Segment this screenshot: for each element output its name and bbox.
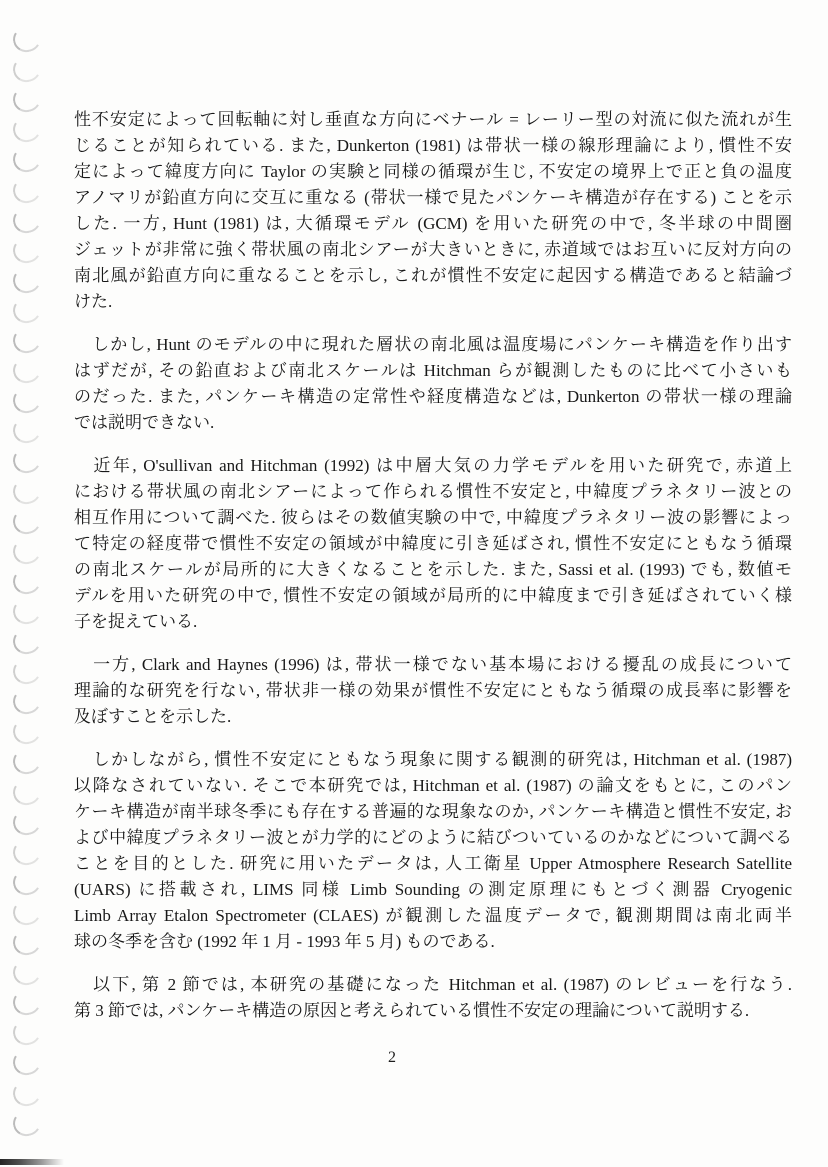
text-line: 理論的な研究を行ない, 帯状非一様の効果が慣性不安定にともなう循環の成長率に影響を (74, 681, 792, 700)
text-line: では説明できない. (74, 413, 215, 432)
paragraph (74, 652, 792, 730)
binding-hole (10, 655, 43, 687)
binding-hole (10, 535, 43, 567)
text-line: (UARS) に搭載され, LIMS 同様 Limb Sounding の測定原理にもとづく測器 Cryogenic (74, 880, 792, 899)
text-line: アノマリが鉛直方向に交互に重なる (帯状一様で見たパンケーキ構造が存在する) ことを示 (74, 188, 792, 207)
binding-hole (10, 234, 43, 266)
text-line: の南北スケールが局所的に大きくなることを示した. また, Sassi et al. (1993) でも, 数値モ (74, 560, 792, 579)
binding-hole (10, 23, 43, 55)
binding-hole (10, 595, 43, 627)
binding-hole (10, 1107, 43, 1139)
binding-hole (10, 83, 43, 115)
text-line: けた. (74, 292, 113, 311)
text-line: はずだが, その鉛直および南北スケールは Hitchman らが観測したものに比べて小さいも (74, 361, 792, 380)
binding-hole (10, 776, 43, 808)
text-line: Limb Array Etalon Spectrometer (CLAES) が観測した温度データで, 観測期間は南北両半 (74, 906, 792, 925)
text-line: した. 一方, Hunt (1981) は, 大循環モデル (GCM) を用いた研究の中で, 冬半球の中間圏 (74, 214, 792, 233)
binding-hole (10, 113, 43, 145)
binding-hole (10, 986, 43, 1018)
binding-hole (10, 354, 43, 386)
text-line: よび中緯度プラネタリー波とが力学的にどのように結びついているのかなどについて調べる (74, 828, 792, 847)
binding-hole (10, 926, 43, 958)
binding-hole (10, 414, 43, 446)
text-line: 近年, O'sullivan and Hitchman (1992) は中層大気の力学モデルを用いた研究で, 赤道上 (74, 456, 792, 475)
paragraph (74, 747, 792, 955)
text-line: 一方, Clark and Haynes (1996) は, 帯状一様でない基本場における擾乱の成長について (74, 655, 792, 674)
binding-hole (10, 475, 43, 507)
text-line: 定によって緯度方向に Taylor の実験と同様の循環が生じ, 不安定の境界上で正と負の温度 (74, 162, 792, 181)
binding-hole (10, 174, 43, 206)
binding-hole (10, 324, 43, 356)
text-line: 南北風が鉛直方向に重なることを示し, これが慣性不安定に起因する構造であると結論づ (74, 266, 792, 285)
text-line: ことを目的とした. 研究に用いたデータは, 人工衛星 Upper Atmosphere Research Satellite (74, 854, 792, 873)
text-line: 以下, 第 2 節では, 本研究の基礎になった Hitchman et al. (1987) のレビューを行なう. (74, 975, 792, 994)
binding-hole (10, 745, 43, 777)
binding-hole (10, 866, 43, 898)
binding-hole (10, 1077, 43, 1109)
page-content (74, 107, 792, 1024)
text-line: しかし, Hunt のモデルの中に現れた層状の南北風は温度場にパンケーキ構造を作り出す (74, 335, 792, 354)
text-line: 相互作用について調べた. 彼らはその数値実験の中で, 中緯度プラネタリー波の影響によっ (74, 508, 792, 527)
paragraph (74, 453, 792, 635)
binding-hole (10, 1016, 43, 1048)
page-number: 2 (388, 1049, 396, 1066)
binding-hole (10, 806, 43, 838)
text-line: のだった. また, パンケーキ構造の定常性や経度構造などは, Dunkerton の帯状一様の理論 (74, 387, 792, 406)
binding-hole (10, 896, 43, 928)
scan-edge-artifact (0, 1159, 64, 1165)
text-line: デルを用いた研究の中で, 慣性不安定の領域が局所的に中緯度まで引き延ばされていく様 (74, 586, 792, 605)
text-line: て特定の経度帯で慣性不安定の領域が中緯度に引き延ばされ, 慣性不安定にともなう循環 (74, 534, 792, 553)
binding-hole (10, 956, 43, 988)
text-line: 性不安定によって回転軸に対し垂直な方向にベナール = レーリー型の対流に似た流れが生 (74, 110, 792, 129)
binding-hole (10, 53, 43, 85)
text-line: 子を捉えている. (74, 612, 198, 631)
text-line: しかしながら, 慣性不安定にともなう現象に関する観測的研究は, Hitchman et al. (1987) (74, 750, 792, 769)
text-line: 及ぼすことを示した. (74, 707, 232, 726)
binding-hole (10, 264, 43, 296)
paragraph (74, 332, 792, 436)
text-line: 球の冬季を含む (1992 年 1 月 - 1993 年 5 月) ものである. (74, 932, 495, 951)
binding-hole (10, 204, 43, 236)
text-line: じることが知られている. また, Dunkerton (1981) は帯状一様の線形理論により, 慣性不安 (74, 136, 792, 155)
binding-hole (10, 625, 43, 657)
binding-hole (10, 836, 43, 868)
paragraph (74, 107, 792, 315)
binding-hole (10, 685, 43, 717)
text-line: ジェットが非常に強く帯状風の南北シアーが大きいときに, 赤道域ではお互いに反対方向の (74, 240, 792, 259)
binding-hole (10, 565, 43, 597)
binding-hole (10, 143, 43, 175)
binding-hole (10, 294, 43, 326)
binding-hole (10, 384, 43, 416)
text-line: 以降なされていない. そこで本研究では, Hitchman et al. (1987) の論文をもとに, このパン (74, 776, 792, 795)
paragraph (74, 972, 792, 1024)
binding-hole (10, 1046, 43, 1078)
binding-hole (10, 505, 43, 537)
binding-hole (10, 715, 43, 747)
text-line: 第 3 節では, パンケーキ構造の原因と考えられている慣性不安定の理論について説明する. (74, 1001, 750, 1020)
binding-hole (10, 444, 43, 476)
binding-holes (0, 0, 60, 1167)
text-line: ケーキ構造が南半球冬季にも存在する普遍的な現象なのか, パンケーキ構造と慣性不安定, お (74, 802, 792, 821)
text-line: における帯状風の南北シアーによって作られる慣性不安定と, 中緯度プラネタリー波との (74, 482, 792, 501)
